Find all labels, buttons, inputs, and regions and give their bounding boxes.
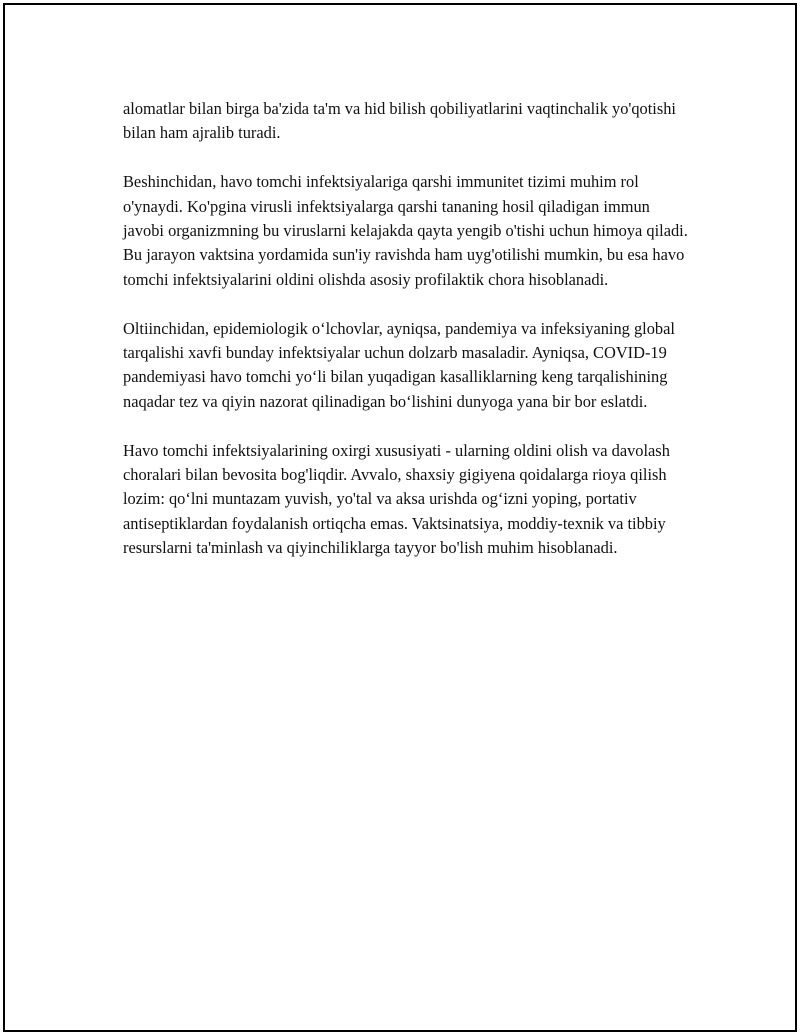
paragraph-3: Oltiinchidan, epidemiologik o‘lchovlar, ayniqsa, pandemiya va infeksiyaning global tarqalishi xavfi bunday infektsiyalar uchun dolzarb masaladir. Ayniqsa, COVID-19 pandemiyasi havo tomchi yo‘li bilan yuqadigan kasalliklarning keng tarqalishining naqadar tez va qiyin nazorat qilinadigan bo‘lishini dunyoga yana bir bor eslatdi.: [123, 318, 675, 411]
page-frame: [3, 3, 797, 1032]
paragraph-1: alomatlar bilan birga ba'zida ta'm va hid bilish qobiliyatlarini vaqtinchalik yo'qotishi bilan ham ajralib turadi.: [123, 99, 676, 143]
paragraph-4: Havo tomchi infektsiyalarining oxirgi xususiyati - ularning oldini olish va davolash choralari bilan bevosita bog'liqdir. Avvalo, shaxsiy gigiyena qoidalarga rioya qilish lozim: qo‘lni muntazam yuvish, yo'tal va aksa urishda og‘izni yoping, portativ antiseptiklardan foydalanish ortiqcha emas. Vaktsinatsiya, moddiy-texnik va tibbiy resurslarni ta'minlash va qiyinchiliklarga tayyor bo'lish muhim hisoblanadi.: [123, 440, 670, 558]
paragraph-2: Beshinchidan, havo tomchi infektsiyalariga qarshi immunitet tizimi muhim rol o'ynaydi. Ko'pgina virusli infektsiyalarga qarshi tananing hosil qiladigan immun javobi organizmning bu viruslarni kelajakda qayta yengib o'tishi uchun himoya qiladi. Bu jarayon vaktsina yordamida sun'iy ravishda ham uyg'otilishi mumkin, bu esa havo tomchi infektsiyalarini oldini olishda asosiy profilaktik chora hisoblanadi.: [123, 172, 688, 289]
document-body: [123, 97, 693, 585]
